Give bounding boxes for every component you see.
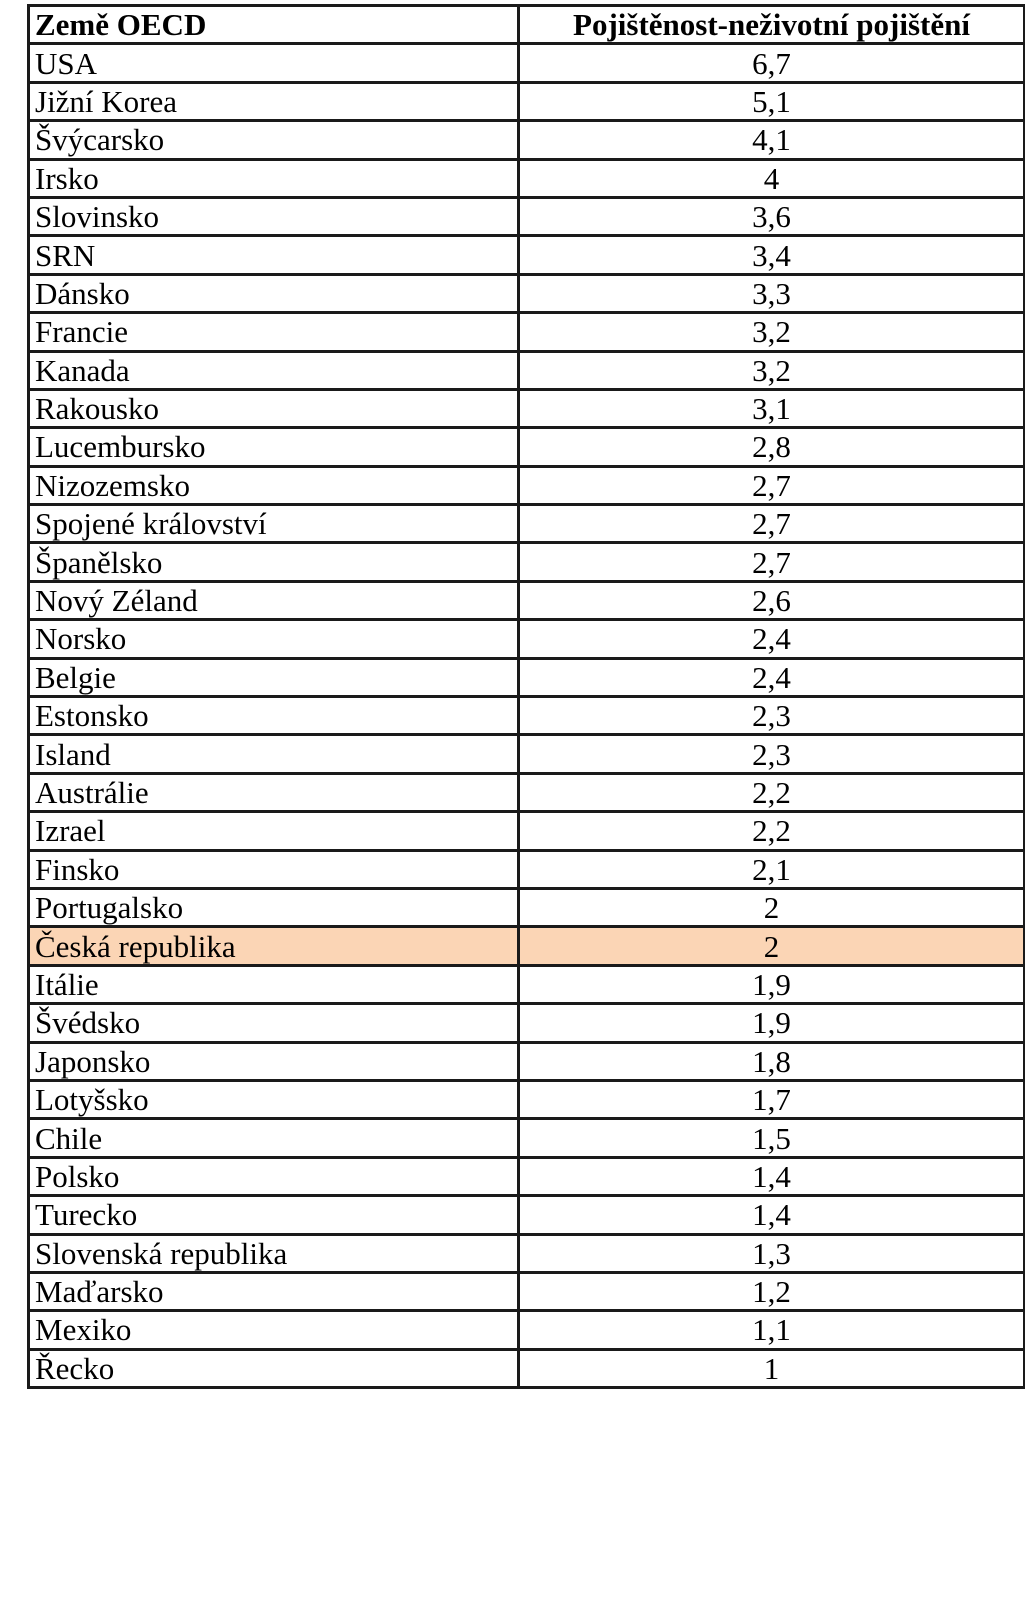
cell-value: 3,1 bbox=[519, 389, 1025, 427]
cell-country: Izrael bbox=[29, 812, 519, 850]
table-row bbox=[29, 1311, 1025, 1349]
table-row bbox=[29, 1119, 1025, 1157]
table-row bbox=[29, 1196, 1025, 1234]
cell-country: Dánsko bbox=[29, 274, 519, 312]
cell-country: Japonsko bbox=[29, 1042, 519, 1080]
table-row bbox=[29, 82, 1025, 120]
table-row bbox=[29, 197, 1025, 235]
cell-value: 2,3 bbox=[519, 697, 1025, 735]
cell-value: 2,4 bbox=[519, 620, 1025, 658]
cell-country: SRN bbox=[29, 236, 519, 274]
cell-country: Austrálie bbox=[29, 773, 519, 811]
cell-country: Švédsko bbox=[29, 1004, 519, 1042]
cell-value: 1,7 bbox=[519, 1080, 1025, 1118]
cell-country: Maďarsko bbox=[29, 1272, 519, 1310]
cell-value: 1,9 bbox=[519, 1004, 1025, 1042]
cell-country: Jižní Korea bbox=[29, 82, 519, 120]
header-country: Země OECD bbox=[29, 6, 519, 44]
cell-value: 3,4 bbox=[519, 236, 1025, 274]
cell-value: 2,7 bbox=[519, 505, 1025, 543]
table-row bbox=[29, 351, 1025, 389]
table-row bbox=[29, 888, 1025, 926]
table-row bbox=[29, 1234, 1025, 1272]
cell-value: 1,4 bbox=[519, 1196, 1025, 1234]
cell-country: Lotyšsko bbox=[29, 1080, 519, 1118]
cell-country: Island bbox=[29, 735, 519, 773]
cell-country: Estonsko bbox=[29, 697, 519, 735]
table-row bbox=[29, 466, 1025, 504]
cell-country: USA bbox=[29, 44, 519, 82]
table-body bbox=[29, 44, 1025, 1388]
cell-value: 1,8 bbox=[519, 1042, 1025, 1080]
cell-country: Mexiko bbox=[29, 1311, 519, 1349]
cell-country: Spojené království bbox=[29, 505, 519, 543]
cell-value: 2,8 bbox=[519, 428, 1025, 466]
table-row bbox=[29, 620, 1025, 658]
cell-value: 5,1 bbox=[519, 82, 1025, 120]
cell-country: Chile bbox=[29, 1119, 519, 1157]
cell-value: 3,2 bbox=[519, 351, 1025, 389]
cell-country: Itálie bbox=[29, 965, 519, 1003]
cell-value: 2,1 bbox=[519, 850, 1025, 888]
cell-value: 1,5 bbox=[519, 1119, 1025, 1157]
cell-value: 1,3 bbox=[519, 1234, 1025, 1272]
cell-country: Lucembursko bbox=[29, 428, 519, 466]
cell-value: 3,2 bbox=[519, 313, 1025, 351]
table-row bbox=[29, 812, 1025, 850]
cell-value: 2,7 bbox=[519, 543, 1025, 581]
cell-value: 1,9 bbox=[519, 965, 1025, 1003]
table-row bbox=[29, 159, 1025, 197]
table-row bbox=[29, 927, 1025, 965]
cell-value: 3,3 bbox=[519, 274, 1025, 312]
table-row bbox=[29, 313, 1025, 351]
table-row bbox=[29, 735, 1025, 773]
cell-country: Nizozemsko bbox=[29, 466, 519, 504]
cell-country: Irsko bbox=[29, 159, 519, 197]
cell-country: Slovenská republika bbox=[29, 1234, 519, 1272]
table-row bbox=[29, 1080, 1025, 1118]
table-row bbox=[29, 658, 1025, 696]
cell-value: 1,2 bbox=[519, 1272, 1025, 1310]
cell-country: Norsko bbox=[29, 620, 519, 658]
cell-country: Španělsko bbox=[29, 543, 519, 581]
table-row bbox=[29, 850, 1025, 888]
cell-value: 4 bbox=[519, 159, 1025, 197]
table-row bbox=[29, 581, 1025, 619]
cell-country: Česká republika bbox=[29, 927, 519, 965]
cell-value: 1,4 bbox=[519, 1157, 1025, 1195]
cell-value: 1 bbox=[519, 1349, 1025, 1387]
cell-value: 2,7 bbox=[519, 466, 1025, 504]
cell-country: Finsko bbox=[29, 850, 519, 888]
cell-country: Polsko bbox=[29, 1157, 519, 1195]
table-row bbox=[29, 965, 1025, 1003]
cell-country: Rakousko bbox=[29, 389, 519, 427]
cell-value: 2,4 bbox=[519, 658, 1025, 696]
table-row bbox=[29, 121, 1025, 159]
cell-country: Portugalsko bbox=[29, 888, 519, 926]
cell-country: Slovinsko bbox=[29, 197, 519, 235]
cell-value: 2 bbox=[519, 888, 1025, 926]
table-row bbox=[29, 44, 1025, 82]
cell-country: Nový Zéland bbox=[29, 581, 519, 619]
table-row bbox=[29, 236, 1025, 274]
table-row bbox=[29, 1349, 1025, 1387]
table-row bbox=[29, 1042, 1025, 1080]
cell-value: 4,1 bbox=[519, 121, 1025, 159]
cell-value: 6,7 bbox=[519, 44, 1025, 82]
header-value: Pojištěnost-neživotní pojištění bbox=[519, 6, 1025, 44]
cell-value: 2,2 bbox=[519, 773, 1025, 811]
cell-value: 3,6 bbox=[519, 197, 1025, 235]
cell-value: 2,6 bbox=[519, 581, 1025, 619]
table-row bbox=[29, 1004, 1025, 1042]
insurance-table bbox=[27, 4, 1025, 1389]
table-row bbox=[29, 1272, 1025, 1310]
cell-country: Francie bbox=[29, 313, 519, 351]
table-row bbox=[29, 697, 1025, 735]
cell-value: 2 bbox=[519, 927, 1025, 965]
cell-value: 2,2 bbox=[519, 812, 1025, 850]
cell-country: Řecko bbox=[29, 1349, 519, 1387]
cell-value: 2,3 bbox=[519, 735, 1025, 773]
table-row bbox=[29, 389, 1025, 427]
cell-country: Turecko bbox=[29, 1196, 519, 1234]
cell-value: 1,1 bbox=[519, 1311, 1025, 1349]
table-row bbox=[29, 773, 1025, 811]
table-row bbox=[29, 1157, 1025, 1195]
table-row bbox=[29, 543, 1025, 581]
header-row bbox=[29, 6, 1025, 44]
table-row bbox=[29, 274, 1025, 312]
table-row bbox=[29, 505, 1025, 543]
table-row bbox=[29, 428, 1025, 466]
cell-country: Kanada bbox=[29, 351, 519, 389]
cell-country: Belgie bbox=[29, 658, 519, 696]
cell-country: Švýcarsko bbox=[29, 121, 519, 159]
